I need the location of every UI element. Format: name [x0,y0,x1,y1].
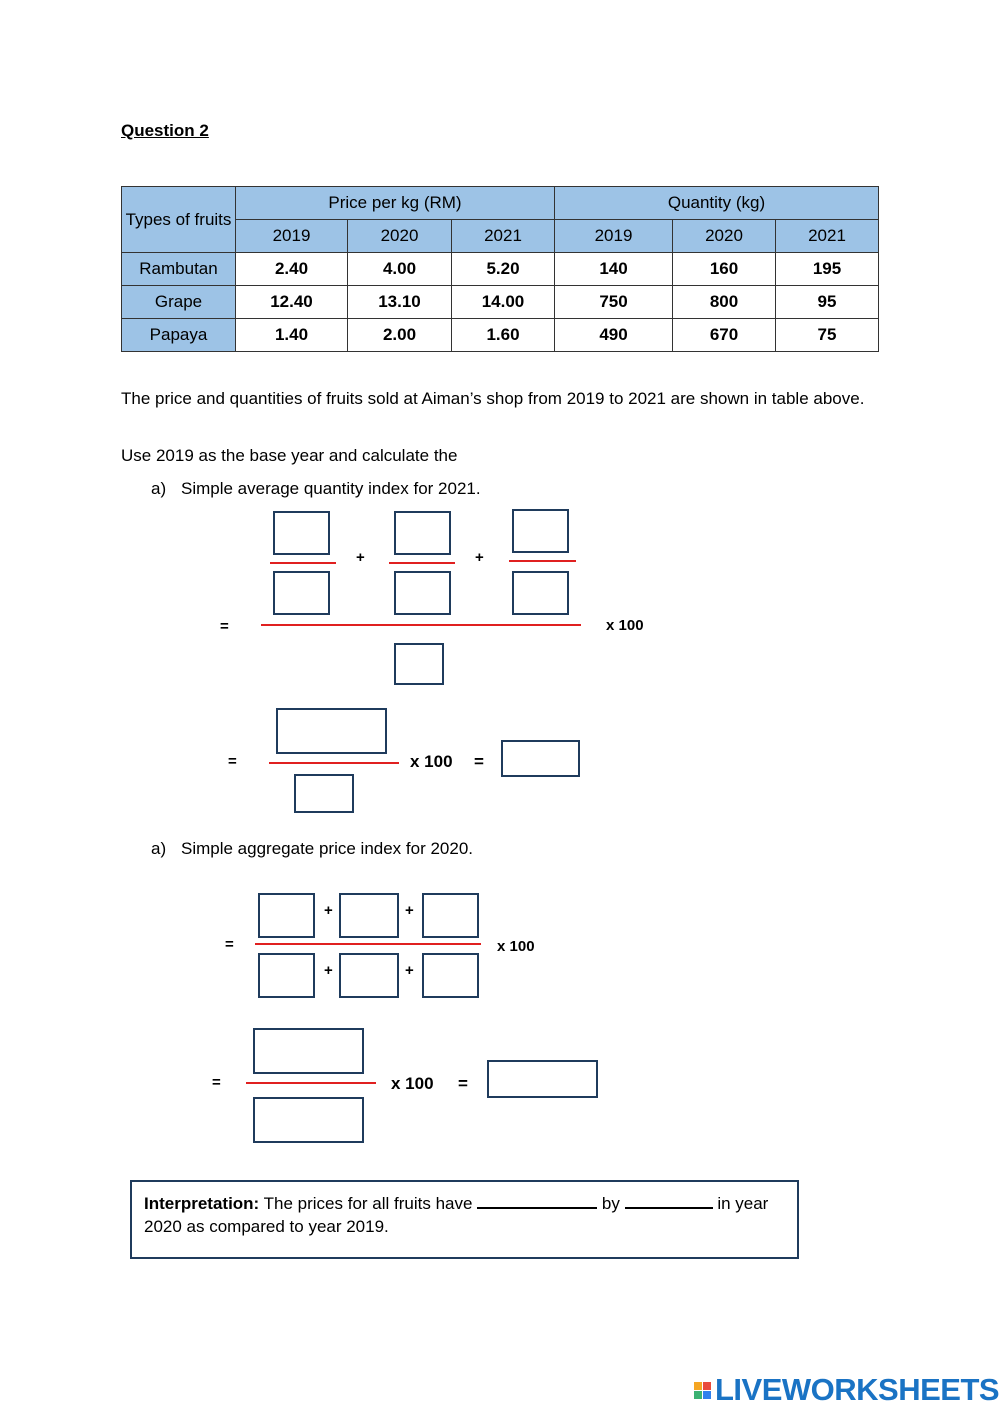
header-price-year: 2020 [348,220,452,253]
answer-box-price-2020-3[interactable] [422,893,479,938]
answer-box-price-2020-2[interactable] [339,893,399,938]
price-cell: 2.40 [236,253,348,286]
fruit-name: Grape [122,286,236,319]
answer-box-price-2020-1[interactable] [258,893,315,938]
equals-sign: = [474,752,484,771]
liveworksheets-logo [694,1372,999,1408]
interpretation-text: The prices for all fruits have [259,1194,478,1213]
header-quantity-year: 2021 [776,220,879,253]
interpretation-text: by [597,1194,625,1213]
quantity-cell: 750 [555,286,673,319]
header-price-per-kg: Price per kg (RM) [236,187,555,220]
plus-sign: + [356,549,365,566]
answer-box-denominator-2[interactable] [394,571,451,615]
part-b-marker: a) [151,839,167,858]
answer-box-sum-2019[interactable] [253,1097,364,1143]
main-fraction-bar [261,624,581,626]
header-price-year: 2021 [452,220,555,253]
price-cell: 1.40 [236,319,348,352]
header-quantity-year: 2020 [673,220,776,253]
answer-box-sum[interactable] [276,708,387,754]
table-row [122,253,879,286]
answer-box-price-2019-1[interactable] [258,953,315,998]
answer-box-price-2019-2[interactable] [339,953,399,998]
blank-change-amount[interactable] [625,1193,713,1209]
times-100-label: x 100 [497,938,535,955]
header-types-of-fruits: Types of fruits [122,187,236,253]
equals-sign: = [212,1074,221,1091]
quantity-cell: 95 [776,286,879,319]
header-quantity: Quantity (kg) [555,187,879,220]
answer-box-denominator-3[interactable] [512,571,569,615]
plus-sign: + [405,902,414,919]
fruit-name: Papaya [122,319,236,352]
answer-box-numerator-2[interactable] [394,511,451,555]
answer-box-numerator-3[interactable] [512,509,569,553]
logo-square [694,1391,702,1399]
answer-box-price-2019-3[interactable] [422,953,479,998]
question-title: Question 2 [121,121,209,140]
fraction-bar [269,762,399,764]
fraction-bar [389,562,455,564]
plus-sign: + [324,902,333,919]
equals-sign: = [228,753,237,770]
quantity-cell: 140 [555,253,673,286]
equals-sign: = [220,618,229,635]
answer-box-divisor[interactable] [294,774,354,813]
quantity-cell: 160 [673,253,776,286]
plus-sign: + [405,962,414,979]
plus-sign: + [324,962,333,979]
fruit-name: Rambutan [122,253,236,286]
answer-box-denominator-1[interactable] [273,571,330,615]
table-row [122,319,879,352]
times-100-label: x 100 [606,617,644,634]
part-a-marker: a) [151,479,167,498]
answer-box-result-a[interactable] [501,740,580,777]
price-cell: 1.60 [452,319,555,352]
interpretation-box [130,1180,799,1259]
price-cell: 5.20 [452,253,555,286]
plus-sign: + [475,549,484,566]
fraction-bar [270,562,336,564]
fraction-bar [509,560,576,562]
quantity-cell: 670 [673,319,776,352]
price-cell: 12.40 [236,286,348,319]
fruit-data-table [121,186,879,352]
answer-box-result-b[interactable] [487,1060,598,1098]
equals-sign: = [225,936,234,953]
logo-text: LIVEWORKSHEETS [715,1372,1000,1407]
logo-mark-icon [694,1382,711,1399]
interpretation-text: in year 2020 as compared to year 2019. [144,1194,769,1236]
times-100-label: x 100 [391,1074,434,1093]
answer-box-count[interactable] [394,643,444,685]
instruction-text: Use 2019 as the base year and calculate the [121,446,458,465]
header-quantity-year: 2019 [555,220,673,253]
answer-box-sum-2020[interactable] [253,1028,364,1074]
answer-box-numerator-1[interactable] [273,511,330,555]
part-a-question: Simple average quantity index for 2021. [181,479,481,498]
quantity-cell: 195 [776,253,879,286]
fraction-bar [246,1082,376,1084]
logo-square [703,1382,711,1390]
logo-square [703,1391,711,1399]
price-cell: 13.10 [348,286,452,319]
table-row [122,286,879,319]
intro-paragraph: The price and quantities of fruits sold at Aiman’s shop from 2019 to 2021 are shown in table above. [121,389,865,408]
part-b-question: Simple aggregate price index for 2020. [181,839,474,858]
logo-square [694,1382,702,1390]
times-100-label: x 100 [410,752,453,771]
price-cell: 2.00 [348,319,452,352]
equals-sign: = [458,1074,468,1093]
interpretation-label: Interpretation: [144,1194,260,1213]
header-price-year: 2019 [236,220,348,253]
quantity-cell: 490 [555,319,673,352]
blank-change-direction[interactable] [477,1193,597,1209]
quantity-cell: 75 [776,319,879,352]
price-cell: 14.00 [452,286,555,319]
fraction-bar [255,943,481,945]
quantity-cell: 800 [673,286,776,319]
price-cell: 4.00 [348,253,452,286]
